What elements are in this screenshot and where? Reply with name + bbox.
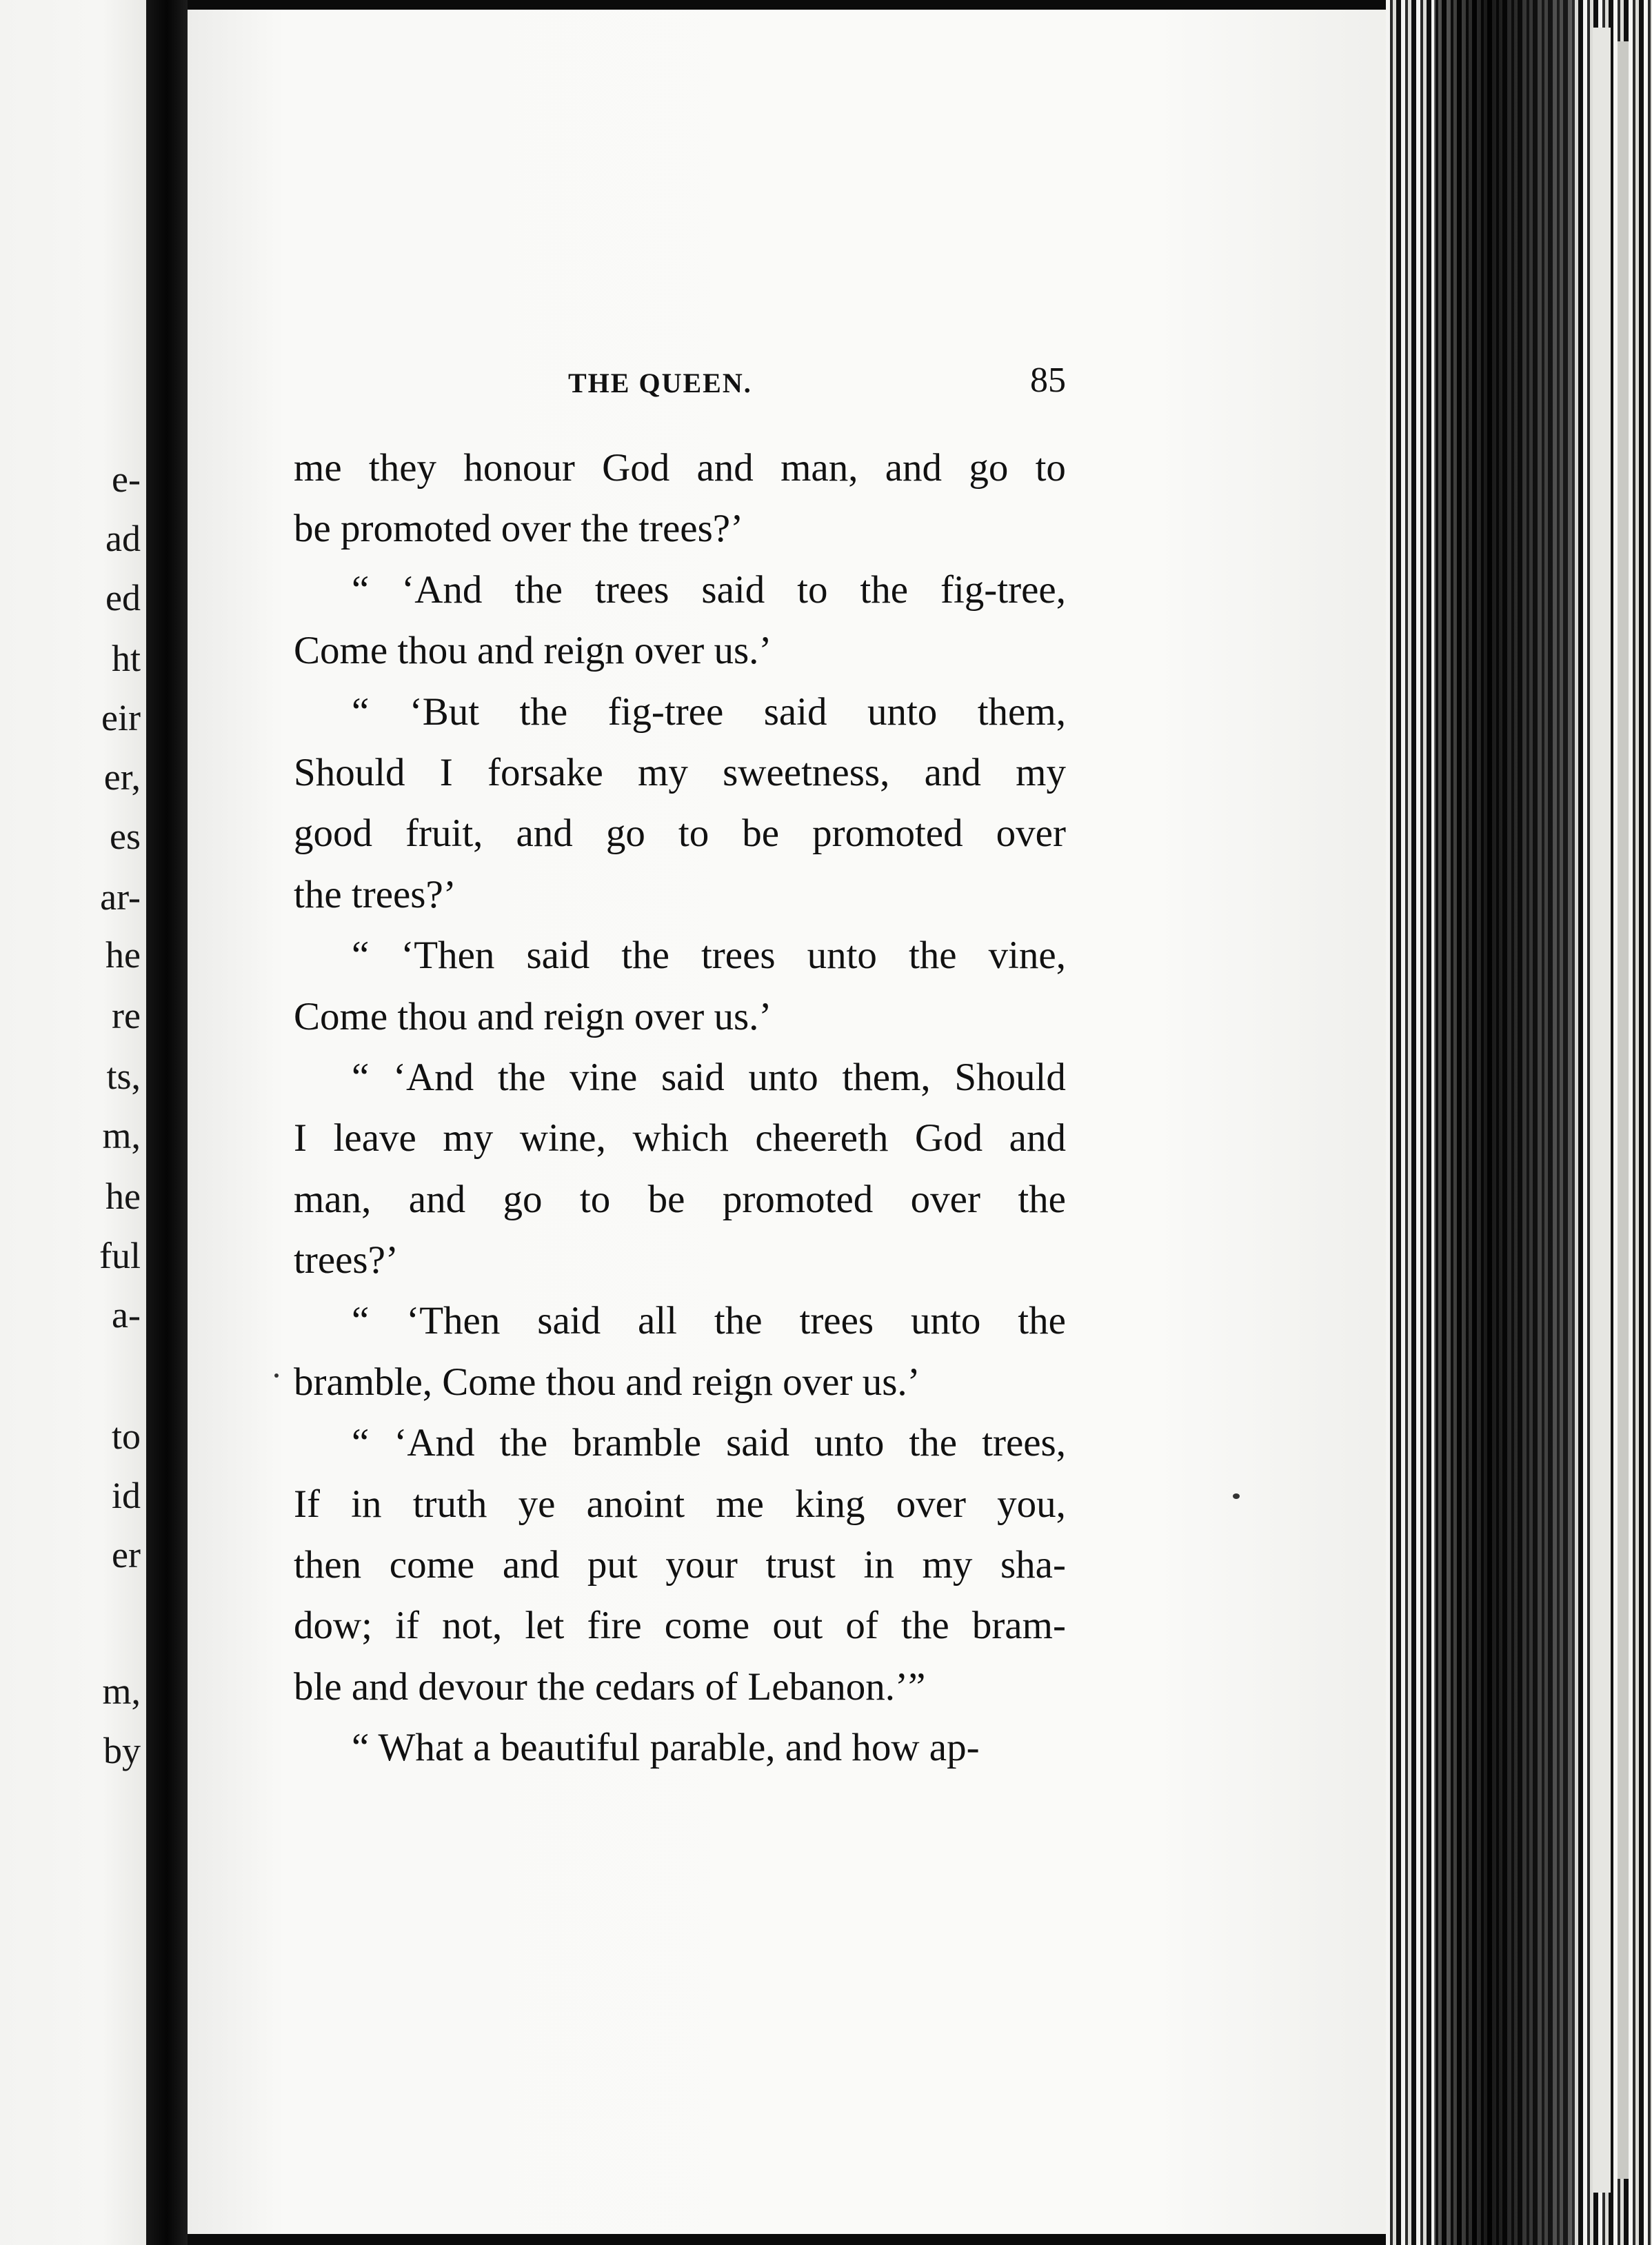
word: and (516, 812, 573, 856)
text-line (294, 933, 1066, 994)
word: unto (814, 1421, 885, 1465)
word: not, (442, 1604, 503, 1648)
word: over (910, 1177, 980, 1221)
text-line (294, 1298, 1066, 1359)
word: vine, (988, 934, 1066, 978)
word: man, (294, 1177, 372, 1221)
text-line (294, 750, 1066, 811)
word: said (763, 689, 827, 734)
left-page-line-fragment: by (103, 1730, 141, 1771)
word: said (726, 1421, 789, 1465)
body-text (294, 445, 1066, 1786)
word: and (1009, 1116, 1066, 1160)
left-page-line-fragment: ts, (106, 1056, 141, 1097)
word: said (537, 1299, 601, 1343)
text-line (294, 1603, 1066, 1664)
word: anoint (586, 1482, 685, 1526)
word: and (924, 750, 981, 794)
word: they (368, 446, 437, 490)
text-line (294, 1542, 1066, 1603)
word: to (579, 1177, 611, 1221)
word: “ (352, 1299, 370, 1343)
text-line (294, 567, 1066, 628)
word: then (294, 1543, 362, 1587)
word: trees (594, 567, 669, 612)
word: me (716, 1482, 764, 1526)
word: said (701, 567, 765, 612)
running-title: THE QUEEN. (568, 368, 752, 399)
word: Should (954, 1055, 1066, 1099)
page-edge-highlight (1593, 28, 1611, 2193)
word: put (587, 1543, 638, 1587)
word: over (996, 812, 1066, 856)
word: truth (412, 1482, 487, 1526)
word: promoted (812, 812, 963, 856)
word: your (665, 1543, 738, 1587)
word: God (914, 1116, 983, 1160)
word: said (661, 1055, 725, 1099)
ink-speck (274, 1373, 279, 1378)
ink-speck (1233, 1493, 1240, 1499)
text-line (294, 1725, 1066, 1786)
word: be (742, 812, 780, 856)
left-page-line-fragment: id (111, 1475, 141, 1516)
word: them, (977, 689, 1066, 734)
left-page-line-fragment: er, (103, 756, 141, 798)
text-line-content: Come thou and reign over us.’ (294, 994, 772, 1038)
left-page-line-fragment: e- (112, 459, 141, 500)
word: them, (842, 1055, 931, 1099)
word: the (1018, 1299, 1066, 1343)
word: “ (352, 934, 370, 978)
text-line (294, 1116, 1066, 1176)
word: promoted (722, 1177, 874, 1221)
word: which (632, 1116, 729, 1160)
word: good (294, 812, 372, 856)
left-page-line-fragment: er (112, 1534, 141, 1575)
word: fig-tree, (940, 567, 1066, 612)
word: the (519, 689, 568, 734)
word: and (408, 1177, 466, 1221)
word: the (909, 1421, 958, 1465)
word: the (499, 1421, 548, 1465)
word: the (514, 567, 563, 612)
word: fruit, (405, 812, 483, 856)
word: the (860, 567, 909, 612)
word: out (772, 1604, 823, 1648)
word: the (714, 1299, 763, 1343)
text-line (294, 506, 1066, 567)
word: “ (352, 567, 370, 612)
text-line (294, 445, 1066, 506)
left-page-fragment (0, 0, 146, 2245)
page-edge-highlight-secondary (1618, 41, 1629, 2179)
text-line (294, 1177, 1066, 1238)
word: I (294, 1116, 307, 1160)
word: over (896, 1482, 966, 1526)
text-line (294, 689, 1066, 750)
word: my (1016, 750, 1066, 794)
text-line-content: ble and devour the cedars of Lebanon.’” (294, 1664, 926, 1709)
text-line (294, 628, 1066, 689)
word: trees, (982, 1421, 1066, 1465)
text-line (294, 1664, 1066, 1725)
word: said (526, 934, 590, 978)
word: ye (518, 1482, 556, 1526)
word: unto (867, 689, 938, 734)
word: fig-tree (607, 689, 724, 734)
text-line-content: the trees?’ (294, 872, 456, 916)
left-page-line-fragment: to (111, 1416, 141, 1457)
word: leave (333, 1116, 416, 1160)
word: honour (463, 446, 575, 490)
text-line-content: “ What a beautiful parable, and how ap- (352, 1726, 980, 1770)
word: Should (294, 750, 405, 794)
left-page-line-fragment: he (105, 934, 141, 976)
text-line (294, 1360, 1066, 1420)
left-page-line-fragment: re (112, 995, 141, 1036)
word: to (797, 567, 828, 612)
left-page-line-fragment: ful (99, 1235, 141, 1276)
word: the (901, 1604, 949, 1648)
word: my (922, 1543, 973, 1587)
word: “ (352, 1421, 370, 1465)
text-line (294, 1420, 1066, 1481)
binding-gutter (146, 0, 188, 2245)
text-line-content: Come thou and reign over us.’ (294, 629, 772, 673)
word: forsake (487, 750, 603, 794)
word: come (664, 1604, 750, 1648)
word: ‘Then (401, 934, 495, 978)
running-head (294, 360, 1066, 408)
left-page-line-fragment: es (110, 816, 141, 857)
left-page-line-fragment: ed (105, 577, 141, 618)
word: go (605, 812, 645, 856)
word: go (503, 1177, 543, 1221)
word: dow; (294, 1604, 372, 1648)
page-edges-shadow (1434, 0, 1572, 2245)
word: in (863, 1543, 894, 1587)
word: and (696, 446, 754, 490)
word: ‘Then (406, 1299, 501, 1343)
word: if (395, 1604, 419, 1648)
word: fire (587, 1604, 642, 1648)
word: the (621, 934, 669, 978)
word: of (845, 1604, 878, 1648)
left-page-line-fragment: a- (112, 1294, 141, 1336)
word: my (638, 750, 688, 794)
text-line-content: trees?’ (294, 1238, 399, 1282)
word: If (294, 1482, 320, 1526)
text-line (294, 811, 1066, 872)
word: the (908, 934, 957, 978)
word: cheereth (755, 1116, 889, 1160)
word: me (294, 446, 342, 490)
word: king (795, 1482, 865, 1526)
word: you, (997, 1482, 1066, 1526)
word: be (647, 1177, 685, 1221)
word: come (389, 1543, 475, 1587)
word: man, (780, 446, 858, 490)
word: trees (701, 934, 776, 978)
word: and (502, 1543, 560, 1587)
left-page-line-fragment: ar- (100, 876, 141, 918)
word: unto (807, 934, 877, 978)
word: unto (748, 1055, 818, 1099)
text-line (294, 994, 1066, 1055)
page-edges (1386, 0, 1652, 2245)
word: to (1035, 446, 1066, 490)
text-line (294, 872, 1066, 933)
word: “ (352, 1055, 370, 1099)
word: ‘But (409, 689, 480, 734)
word: ‘And (401, 567, 483, 612)
word: wine, (519, 1116, 606, 1160)
left-page-line-fragment: he (105, 1176, 141, 1217)
word: go (969, 446, 1009, 490)
word: to (678, 812, 709, 856)
left-page-line-fragment: m, (102, 1115, 141, 1156)
word: let (525, 1604, 565, 1648)
word: bram- (971, 1604, 1066, 1648)
text-line (294, 1055, 1066, 1116)
left-page-line-fragment: eir (101, 697, 141, 738)
word: vine (570, 1055, 638, 1099)
text-line-content: bramble, Come thou and reign over us.’ (294, 1360, 920, 1404)
left-page-line-fragment: ht (111, 638, 141, 679)
word: all (638, 1299, 677, 1343)
left-page-line-fragment: ad (105, 518, 141, 559)
word: God (602, 446, 670, 490)
word: trees (799, 1299, 874, 1343)
word: “ (352, 689, 370, 734)
word: unto (911, 1299, 981, 1343)
text-line (294, 1482, 1066, 1542)
left-page-line-fragment: m, (102, 1671, 141, 1712)
word: ‘And (392, 1055, 474, 1099)
word: bramble (572, 1421, 702, 1465)
text-line (294, 1238, 1066, 1298)
word: ‘And (394, 1421, 475, 1465)
word: the (1018, 1177, 1066, 1221)
word: my (443, 1116, 494, 1160)
word: in (351, 1482, 382, 1526)
word: trust (765, 1543, 836, 1587)
word: sweetness, (723, 750, 890, 794)
word: sha- (1000, 1543, 1066, 1587)
word: the (497, 1055, 546, 1099)
page-number: 85 (1030, 361, 1066, 400)
word: and (885, 446, 943, 490)
word: I (439, 750, 453, 794)
text-line-content: be promoted over the trees?’ (294, 507, 744, 551)
